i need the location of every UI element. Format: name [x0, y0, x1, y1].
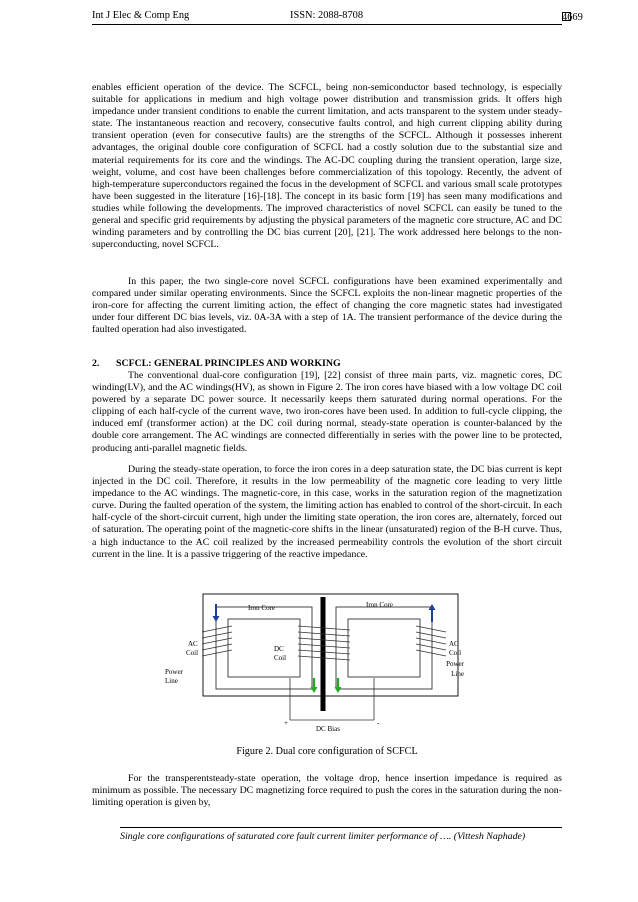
label-iron-core-left: Iron Core [248, 604, 276, 612]
page-header [92, 8, 583, 25]
dc-bias-leads [290, 678, 374, 720]
iron-core-right-inner [348, 619, 420, 677]
dc-limb-bar [321, 597, 326, 711]
page-footer [120, 827, 562, 842]
label-iron-core-right: Iron Core [366, 601, 394, 609]
section-heading [92, 358, 341, 369]
paragraph-this-paper: In this paper, the two single-core novel SCFCL configurations have been examined experimentally and compared under similar operating environments. Since the SCFCL exploits the non-linear magnetic properties of the iron-core for affecting the current limiting action, the effect of changing the core magnetic states had investigated under four different DC bias levels, viz. 0A-3A with a step of 1A. The transient performance of the device during the faulted operation had also investigated. [92, 276, 562, 336]
journal-name: Int J Elec & Comp Eng [92, 10, 190, 21]
figure-caption: Figure 2. Dual core configuration of SCFCL [236, 746, 418, 757]
label-power-line-left-2: Line [165, 677, 178, 685]
ac-coil-left-windings [202, 626, 232, 656]
paragraph-transparent-operation: For the transperentsteady-state operation, the voltage drop, hence insertion impedance is required as minimum as possible. The necessary DC magnetizing force required to push the cores in the saturation during the non-limiting operation is given by, [92, 773, 562, 809]
dc-flux-arrow-right [335, 678, 342, 693]
label-ac-coil-left-1: AC [188, 640, 198, 648]
label-power-line-left-1: Power [165, 668, 183, 676]
label-dc-coil-1: DC [274, 645, 284, 653]
section-title: SCFCL: GENERAL PRINCIPLES AND WORKING [116, 358, 341, 369]
label-ac-coil-right-1: AC [449, 640, 459, 648]
page-number: 4669 [562, 12, 583, 23]
label-power-line-right-1: Power [446, 660, 464, 668]
label-power-line-right-2: Line [451, 670, 464, 678]
paragraph-steady-state: During the steady-state operation, to force the iron cores in a deep saturation state, the DC bias current is kept injected in the DC coil. Therefore, it results in the low permeability of the magnetic core leading to very little impedance to the AC windings. The magnetic-core, in this case, works in the saturation region of the magnetization curve. During the faulted operation of the system, the limiting action has enabled to control of the short-circuit. In each half-cycle of the short-circuit current, high under the limiting state operation, the iron cores are, alternately, forced out of saturation. The operating point of the magnetic-core shifts in the linear (unsaturated) region of the B-H curve. Thus, a high inductance to the AC coil realized by the increased permeability controls the evolution of the short circuit current in the line. It is a passive triggering of the reactive impedance. [92, 464, 562, 560]
label-ac-coil-right-2: Coil [449, 649, 462, 657]
label-dc-coil-2: Coil [274, 654, 287, 662]
section-number: 2. [92, 358, 100, 369]
label-dc-minus: - [377, 719, 380, 727]
running-title: Single core configurations of saturated core fault current limiter performance of …. (Vittesh Naphade) [120, 831, 526, 842]
paragraph-dual-core: The conventional dual-core configuration [19], [22] consist of three main parts, viz. magnetic cores, DC winding(LV), and the AC windings(HV), as shown in Figure 2. The iron cores have biased with a low voltage DC coil powered by a separate DC power source. It necessarily keeps them saturated during normal operations. For the clipping of each half-cycle of the current wave, two iron-cores have been used. In addition to full-cycle clipping, the induced emf (transformer action) at the DC coil during normal, steady-state operation is counter-balanced by the double core arrangement. The AC windings are connected differentially in series with the power line to be protected, producing anti-parallel magnetic fields. [92, 370, 562, 454]
dual-core-diagram [162, 592, 464, 734]
iron-core-left-inner [228, 619, 300, 677]
ac-coil-right-windings [416, 626, 446, 656]
paragraph-intro-continued: enables efficient operation of the device. The SCFCL, being non-semiconductor based technology, is especially suitable for applications in medium and high voltage power distribution and transmission grids. It offers high impedance under transient conditions to enable the current limitation, and acts transparent to the system under steady-state. The instantaneous reaction and recovery, consecutive faults control, and high current clipping ability during transient operation (even for consecutive faults) are the strengths of the SCFCL. Although it possesses inherent advantages, the original double core configuration of SCFCL had a costly solution due to the substantial size and material requirements for its core and the windings. The AC-DC coupling during the transient operation, large size, weight, volume, and cost have been challenges before commercialization of this topology. Recently, the advent of high-temperature superconductors regained the focus in the development of SCFCL and various small scale prototypes have been suggested in the literature [16]-[18]. The concept in its basic form [19] has seen many modifications and studies while following the developments. The improved characteristics of novel SCFCL can easily be tuned to the general and specific grid requirements by adjusting the physical parameters of the magnetic core structure, AC and DC winding parameters and by controlling the DC bias current [20], [21]. The work addressed here belongs to the non-superconducting, novel SCFCL. [92, 82, 562, 251]
label-ac-coil-left-2: Coil [186, 649, 199, 657]
label-dc-bias: DC Bias [316, 725, 340, 733]
label-dc-plus: + [284, 719, 288, 727]
dc-flux-arrow-left [311, 678, 318, 693]
issn: ISSN: 2088-8708 [290, 10, 364, 21]
